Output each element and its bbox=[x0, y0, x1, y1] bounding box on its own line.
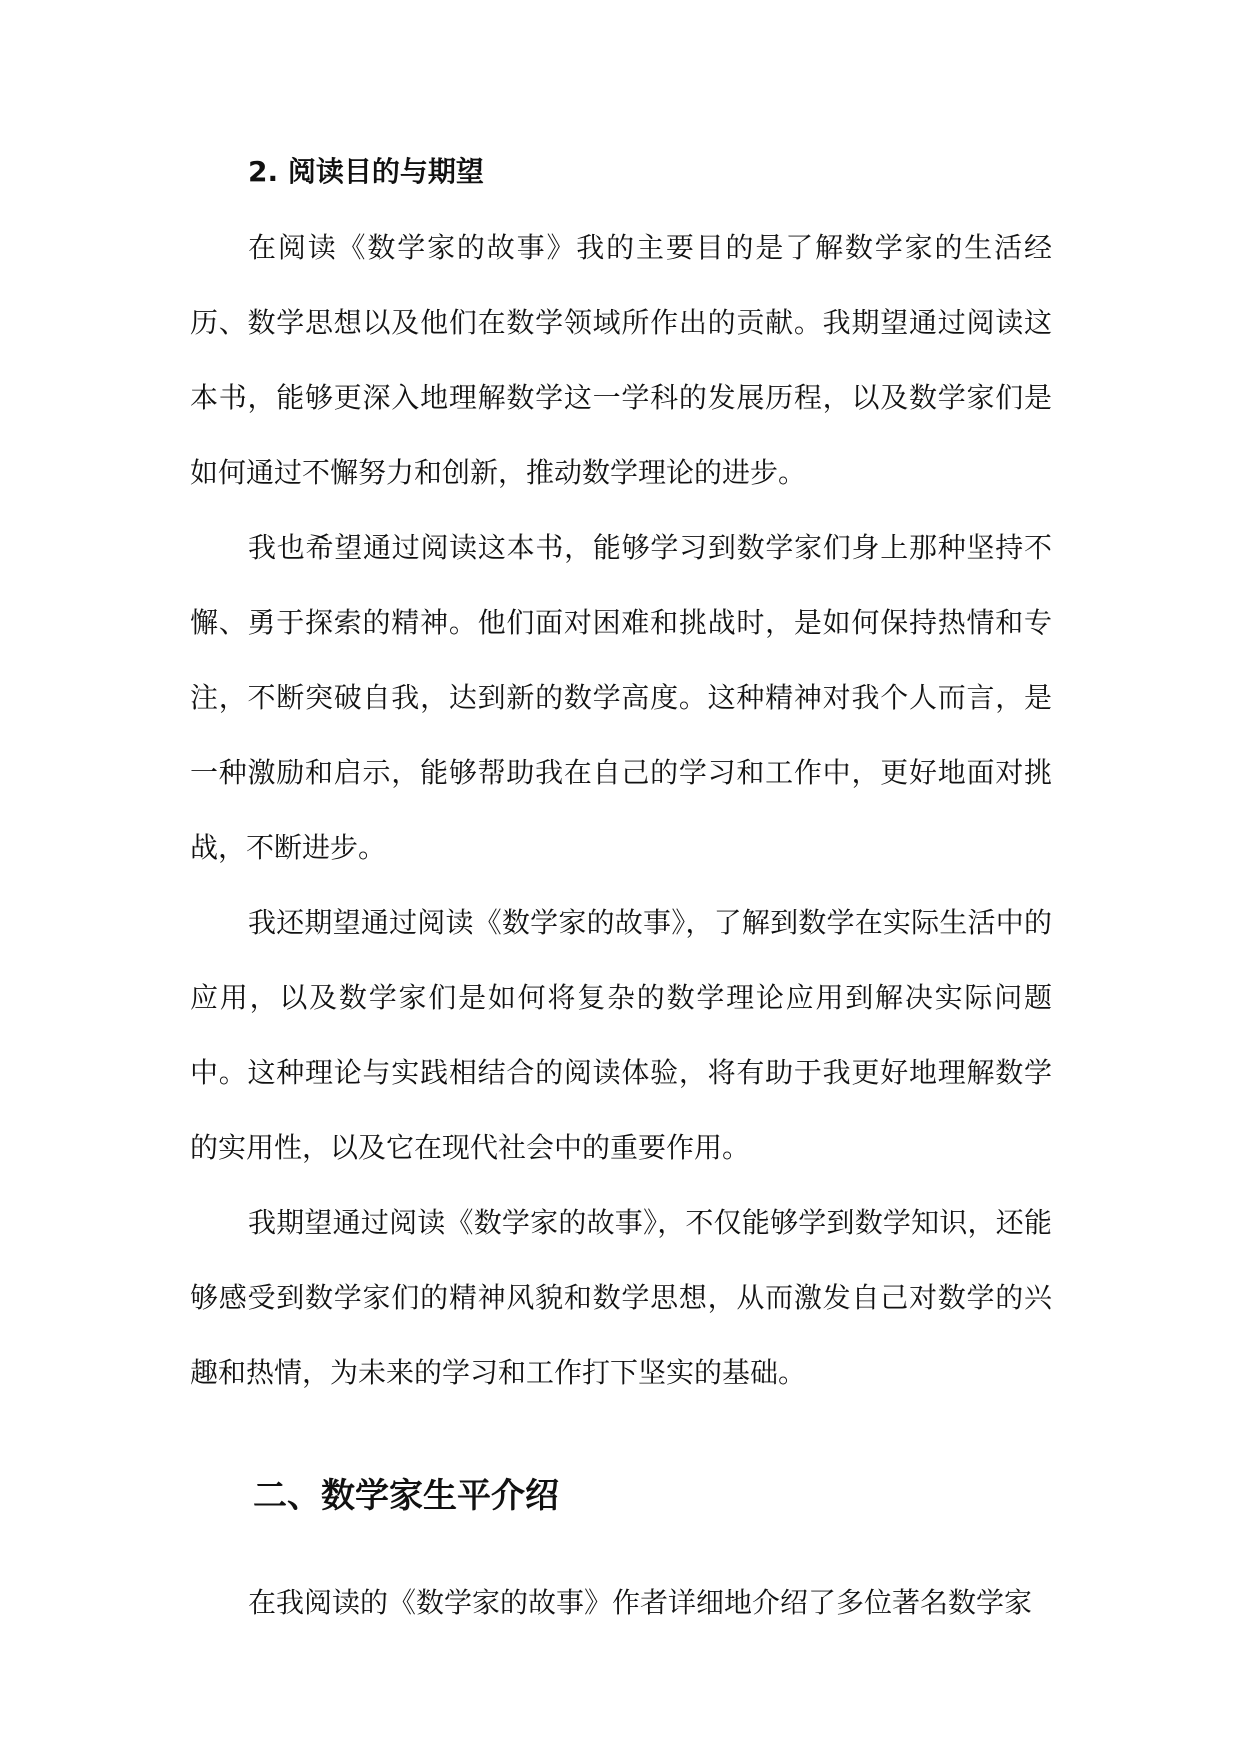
chapter-heading: 二、数学家生平介绍 bbox=[253, 1476, 559, 1516]
paragraph-chapter-intro: 在我阅读的《数学家的故事》作者详细地介绍了多位著名数学家 bbox=[248, 1586, 1033, 1619]
paragraph-expectation-summary: 我期望通过阅读《数学家的故事》，不仅能够学到数学知识，还能够感受到数学家们的精神风貌和数学思想，从而激发自己对数学的兴趣和热情，为未来的学习和工作打下坚实的基础。 bbox=[190, 1206, 1052, 1389]
paragraph-practical-application: 我还期望通过阅读《数学家的故事》，了解到数学在实际生活中的应用，以及数学家们是如何将复杂的数学理论应用到解决实际问题中。这种理论与实践相结合的阅读体验，将有助于我更好地理解数学的实用性，以及它在现代社会中的重要作用。 bbox=[190, 906, 1052, 1164]
paragraph-reading-purpose: 在阅读《数学家的故事》我的主要目的是了解数学家的生活经历、数学思想以及他们在数学领域所作出的贡献。我期望通过阅读这本书，能够更深入地理解数学这一学科的发展历程，以及数学家们是如何通过不懈努力和创新，推动数学理论的进步。 bbox=[190, 231, 1052, 489]
paragraph-learning-spirit: 我也希望通过阅读这本书，能够学习到数学家们身上那种坚持不懈、勇于探索的精神。他们面对困难和挑战时，是如何保持热情和专注，不断突破自我，达到新的数学高度。这种精神对我个人而言，是一种激励和启示，能够帮助我在自己的学习和工作中，更好地面对挑战，不断进步。 bbox=[190, 531, 1052, 864]
section-subheading: 2. 阅读目的与期望 bbox=[248, 155, 484, 188]
